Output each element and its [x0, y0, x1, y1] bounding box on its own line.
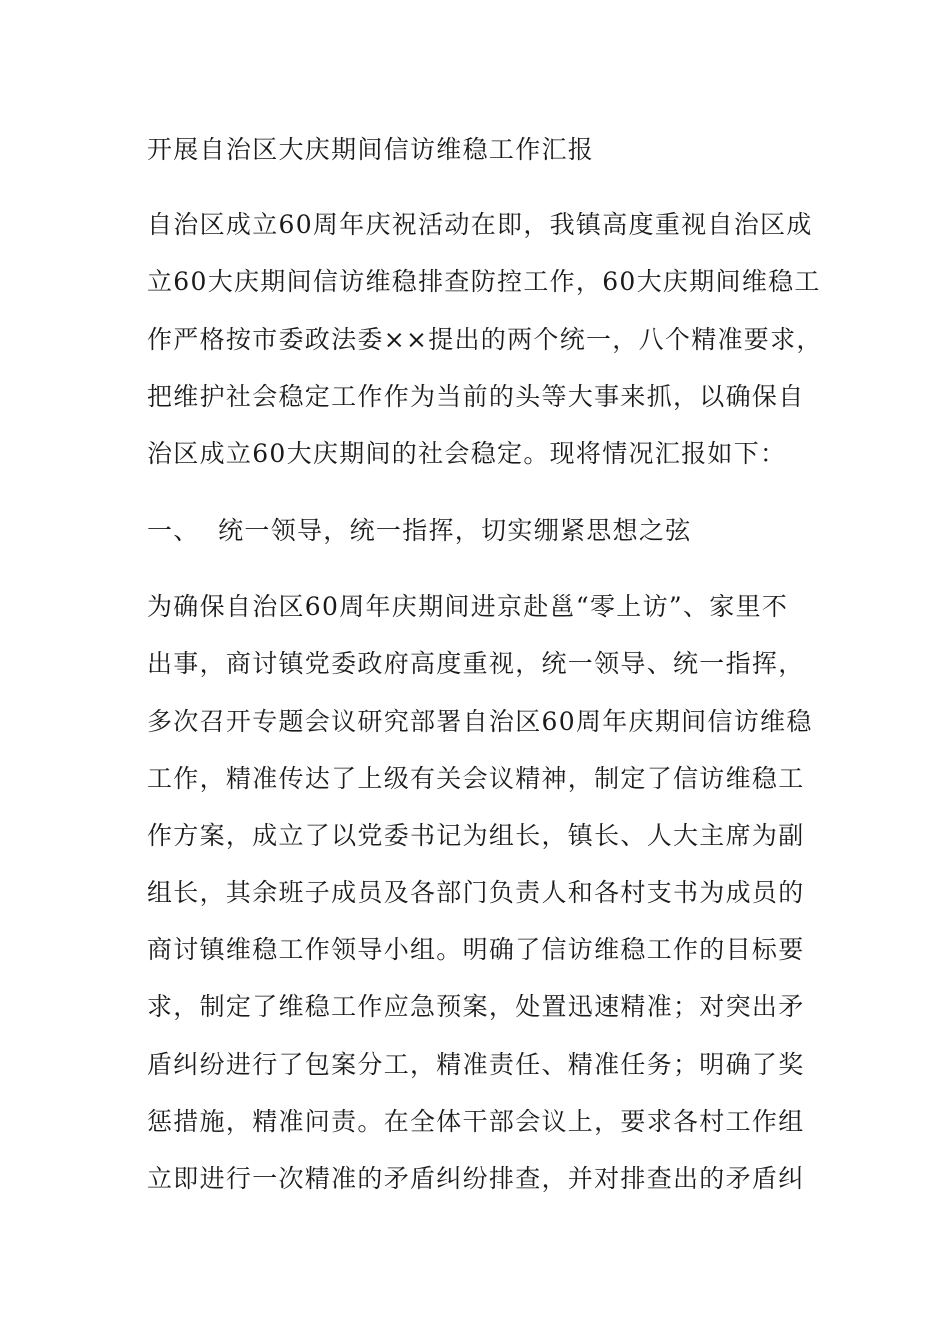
paragraph-2-line-9: 盾纠纷进行了包案分工，精准责任、精准任务；明确了奖: [147, 1050, 805, 1079]
paragraph-2-line-3: 多次召开专题会议研究部署自治区60周年庆期间信访维稳: [147, 707, 813, 736]
paragraph-2-line-1: 为确保自治区60周年庆期间进京赴邕“零上访”、家里不: [147, 592, 789, 621]
paragraph-2-line-5: 作方案，成立了以党委书记为组长，镇长、人大主席为副: [147, 821, 805, 850]
section-1-heading: 一、 统一领导，统一指挥，切实绷紧思想之弦: [147, 516, 692, 545]
paragraph-2-line-11: 立即进行一次精准的矛盾纠纷排查，并对排查出的矛盾纠: [147, 1164, 805, 1193]
paragraph-2-line-4: 工作，精准传达了上级有关会议精神，制定了信访维稳工: [147, 764, 805, 793]
paragraph-1-line-2: 立60大庆期间信访维稳排查防控工作，60大庆期间维稳工: [147, 267, 821, 296]
paragraph-2-line-8: 求，制定了维稳工作应急预案，处置迅速精准；对突出矛: [147, 992, 805, 1021]
paragraph-2-line-2: 出事，商讨镇党委政府高度重视，统一领导、统一指挥，: [147, 649, 805, 678]
paragraph-2-line-10: 惩措施，精准问责。在全体干部会议上，要求各村工作组: [147, 1107, 805, 1136]
paragraph-1-line-5: 治区成立60大庆期间的社会稳定。现将情况汇报如下：: [147, 439, 787, 468]
paragraph-2-line-7: 商讨镇维稳工作领导小组。明确了信访维稳工作的目标要: [147, 935, 805, 964]
paragraph-1-line-1: 自治区成立60周年庆祝活动在即，我镇高度重视自治区成: [147, 210, 813, 239]
paragraph-2-line-6: 组长，其余班子成员及各部门负责人和各村支书为成员的: [147, 878, 805, 907]
document-title: 开展自治区大庆期间信访维稳工作汇报: [147, 135, 595, 164]
paragraph-1-line-3: 作严格按市委政法委××提出的两个统一，八个精准要求，: [147, 325, 823, 354]
paragraph-1-line-4: 把维护社会稳定工作作为当前的头等大事来抓，以确保自: [147, 382, 805, 411]
